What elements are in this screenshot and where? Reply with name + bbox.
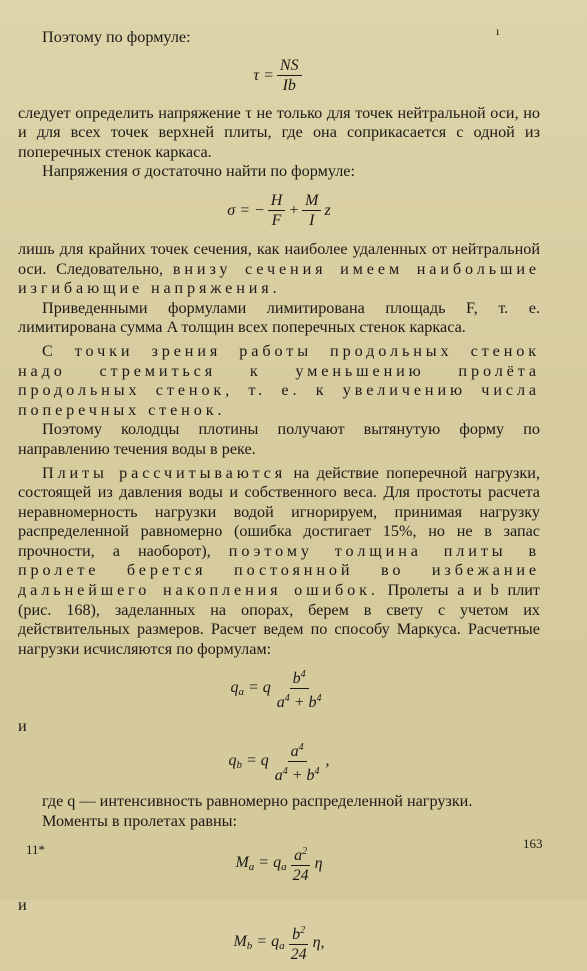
conjunction-1: и (18, 717, 27, 736)
formula-qb-fraction (272, 739, 323, 784)
paragraph-tau-note: следует определить напряжение τ не только для точек нейтральной оси, но и для всех точек верхней плиты, где она соприкасается с одной из поперечных стенок каркаса. (18, 103, 540, 161)
formula-tau-lhs: τ = (253, 66, 274, 84)
formula-mb-m: M (233, 933, 247, 951)
corner-mark: ı (496, 24, 500, 38)
formula-mb-tail: η, (312, 933, 325, 951)
formula-qa-den-plus: + b (289, 693, 317, 711)
formula-ma-m: M (235, 854, 249, 872)
formula-qb-lhs (228, 752, 268, 771)
formula-qb-sub: b (236, 758, 242, 771)
formula-ma-num-exp: 2 (302, 846, 308, 858)
formula-sigma-plus: + (288, 201, 300, 219)
formula-qa-eq: = q (243, 678, 271, 696)
formula-qb-den-b-exp: 4 (314, 765, 320, 777)
formula-mb-num-exp: 2 (300, 925, 306, 937)
formula-sigma-frac-1 (268, 192, 286, 229)
paragraph-sigma-intro: Напряжения σ достаточно найти по формуле: (42, 162, 355, 181)
formula-ma-eq: = q (254, 854, 282, 872)
formula-ma-sub: a (248, 861, 255, 874)
signature-mark: 11* (26, 842, 46, 857)
formula-qa-sub: a (238, 685, 244, 698)
formula-sigma-den-2: I (309, 212, 315, 230)
formula-ma (18, 832, 540, 896)
formula-mb (18, 915, 540, 971)
paragraph-plates-spaced-1: Плиты рассчитываются (42, 463, 287, 482)
formula-qb-eq: = q (241, 751, 269, 769)
formula-sigma-tail: z (324, 201, 331, 219)
formula-sigma-num-2: M (302, 192, 321, 211)
formula-tau-den: Ib (282, 77, 296, 95)
formula-qa-num-exp: 4 (300, 668, 306, 680)
formula-qa-fraction (274, 666, 325, 711)
formula-mb-num (289, 922, 308, 945)
formula-sigma-den-1: F (271, 212, 282, 230)
formula-qb-tail: , (325, 752, 330, 770)
formula-qb-num-base: a (290, 742, 299, 760)
paragraph-moments-intro: Моменты в пролетах равны: (42, 812, 238, 831)
paragraph-plates-body-1: на действие поперечной нагрузки, состоящей из давления воды и собственного веса. Для простоты расчета неравномерность нагрузки водой игнорируем, принимая нагрузку распределенной равномерно (ошибка достигает 15%, но не в запас прочности, а наоборот), (18, 463, 540, 560)
formula-mb-eq-sub: a (279, 940, 285, 953)
formula-qb (18, 736, 540, 786)
formula-mb-fraction (288, 922, 310, 963)
paragraph-wells-shape: Поэтому колодцы плотины получают вытянутую форму по направлению течения воды в реке. (18, 420, 540, 458)
formula-sigma-num-1: H (268, 192, 286, 211)
paragraph-plates (18, 464, 540, 660)
formula-mb-den: 24 (290, 946, 307, 964)
formula-qb-den-plus: + b (287, 766, 315, 784)
formula-tau (18, 48, 540, 104)
paragraph-area-limit: Приведенными формулами лимитирована площадь F, т. е. лимитирована сумма A толщин всех поперечных стенок каркаса. (18, 298, 540, 337)
paragraph-plates-body-2: Пролеты a и b плит (рис. 168), заделанных на опорах, берем в свету с учетом их действительных размеров. Расчет ведем по способу Маркуса. Расчетные нагрузки исчисляются по формулам: (18, 581, 541, 658)
formula-qa-num (290, 666, 309, 689)
formula-tau-num: NS (277, 57, 302, 76)
conjunction-2: и (18, 895, 27, 914)
formula-qa (18, 659, 540, 717)
page-number: 163 (523, 836, 543, 851)
formula-ma-eq-sub: a (281, 861, 287, 874)
formula-qa-den-a: a (276, 693, 285, 711)
paragraph-extreme-points (18, 240, 540, 299)
formula-ma-num-base: a (294, 847, 303, 865)
formula-qa-den-a-exp: 4 (284, 692, 290, 704)
formula-qb-den (272, 762, 323, 784)
paragraph-walls-spaced: С точки зрения работы продольных стенок надо стремиться к уменьшению пролёта продольных стенок, т. е. к увеличению числа поперечных стенок. (18, 341, 540, 419)
formula-qa-lhs (230, 679, 270, 698)
formula-ma-fraction (290, 843, 312, 884)
formula-qa-q: q (230, 678, 239, 696)
formula-ma-tail: η (314, 854, 323, 872)
paragraph-q-definition: где q — интенсивность равномерно распределенной нагрузки. (42, 792, 473, 811)
formula-ma-den: 24 (292, 867, 309, 885)
paragraph-intro: Поэтому по формуле: (42, 28, 191, 46)
formula-qb-den-a-exp: 4 (282, 765, 288, 777)
formula-ma-lhs (235, 854, 286, 873)
formula-sigma-lhs: σ = − (227, 201, 265, 219)
formula-qa-den-b-exp: 4 (316, 692, 322, 704)
formula-qb-num (288, 739, 307, 762)
formula-ma-num (291, 843, 310, 866)
formula-mb-sub: b (246, 940, 253, 953)
paragraph-extreme-points-a: лишь для крайних точек сечения, как наиболее удаленных от нейтральной оси. Следовательно, (18, 239, 540, 278)
formula-mb-lhs (233, 933, 284, 952)
formula-mb-eq: = q (252, 933, 280, 951)
formula-sigma-frac-2 (302, 192, 321, 229)
formula-qb-q: q (228, 751, 237, 769)
formula-tau-fraction (277, 57, 302, 94)
formula-qb-num-exp: 4 (298, 741, 304, 753)
formula-qa-den (274, 689, 325, 711)
formula-qb-den-a: a (274, 766, 283, 784)
formula-mb-num-base: b (292, 926, 301, 944)
formula-qa-num-base: b (292, 669, 301, 687)
page-text (18, 28, 540, 971)
paragraph-extreme-points-spaced: внизу сечения имеем наибольшие изгибающие напряжения. (18, 259, 541, 298)
formula-sigma (18, 182, 540, 240)
paragraph-plates-spaced-2: поэтому толщина плиты в пролете берется постоянной во избежание дальнейшего накопления ошибок. (18, 541, 540, 600)
